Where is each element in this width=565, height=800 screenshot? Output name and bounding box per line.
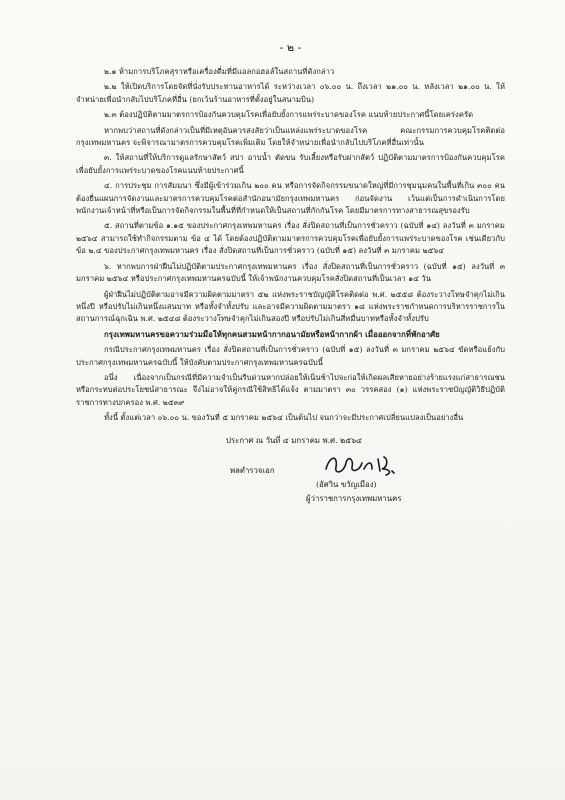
signer-title: ผู้ว่าราชการกรุงเทพมหานคร xyxy=(306,493,402,503)
paragraph-outbreak-note: หากพบว่าสถานที่ดังกล่าวเป็นที่มีเหตุอันควรสงสัยว่าเป็นแหล่งแพร่ระบาดของโรค คณะกรรมการควบคุมโรคติดต่อกรุงเทพมหานคร จะพิจารณามาตรการควบคุมโรคเพิ่มเติม โดยให้จำหน่ายเพื่อนำกลับไปบริโภคที่อื่นเท่านั้น xyxy=(76,125,505,148)
handwritten-signature xyxy=(322,449,402,479)
signer-rank: พลตำรวจเอก xyxy=(230,465,275,475)
paragraph-conflict-clause: กรณีประกาศกรุงเทพมหานคร เรื่อง สั่งปิดสถานที่เป็นการชั่วคราว (ฉบับที่ ๑๕) ลงวันที่ ๓ มกราคม ๒๕๖๔ ขัดหรือแย้งกับประกาศกรุงเทพมหานครฉบับนี้ ให้บังคับตามประกาศกรุงเทพมหานครฉบับนี้ xyxy=(76,345,505,367)
signature-block xyxy=(76,435,505,555)
paragraph-4: ๔. การประชุม การสัมมนา ซึ่งมีผู้เข้าร่วมเกิน ๒๐๐ คน หรือการจัดกิจกรรมขนาดใหญ่ที่มีการชุมนุมคนในพื้นที่เกิน ๓๐๐ คน ต้องยื่นแผนการจัดงานและมาตรการควบคุมโรคต่อสำนักอนามัยกรุงเทพมหานคร ก่อนจัดงาน เว้นแต่เป็นการดำเนินการโดยพนักงานเจ้าหน้าที่หรือเป็นการจัดกิจกรรมในพื้นที่ที่กำหนดให้เป็นสถานที่กักกันโรค โดยมีมาตรการทางสาธารณสุขรองรับ xyxy=(76,181,505,216)
document-body xyxy=(76,66,505,425)
paragraph-effective-date: ทั้งนี้ ตั้งแต่เวลา ๐๖.๐๐ น. ของวันที่ ๕ มกราคม ๒๕๖๔ เป็นต้นไป จนกว่าจะมีประกาศเปลี่ยนแปลงเป็นอย่างอื่น xyxy=(104,413,464,423)
paragraph-2-3: ๒.๓ ต้องปฏิบัติตามมาตรการป้องกันควบคุมโรคเพื่อยับยั้งการแพร่ระบาดของโรค แนบท้ายประกาศนี้โดยเคร่งครัด xyxy=(104,110,474,120)
paragraph-penalty: ผู้ฝ่าฝืนไม่ปฏิบัติตามอาจมีความผิดตามมาตรา ๕๒ แห่งพระราชบัญญัติโรคติดต่อ พ.ศ. ๒๕๕๘ ต้องระวางโทษจำคุกไม่เกินหนึ่งปี หรือปรับไม่เกินหนึ่งแสนบาท หรือทั้งจำทั้งปรับ และอาจมีความผิดตามมาตรา ๑๘ แห่งพระราชกำหนดการบริหารราชการในสถานการณ์ฉุกเฉิน พ.ศ. ๒๕๔๘ ต้องระวางโทษจำคุกไม่เกินสองปี หรือปรับไม่เกินสี่หมื่นบาทหรือทั้งจำทั้งปรับ xyxy=(76,289,505,324)
signer-name: (อัศวิน ขวัญเมือง) xyxy=(316,479,377,489)
paragraph-2-2: ๒.๒ ให้เปิดบริการโดยจัดที่นั่งรับประทานอาหารได้ ระหว่างเวลา ๐๖.๐๐ น. ถึงเวลา ๒๑.๐๐ น. หลังเวลา ๒๑.๐๐ น. ให้จำหน่ายเพื่อนำกลับไปบริโภคที่อื่น (ยกเว้นร้านอาหารที่ตั้งอยู่ในสนามบิน) xyxy=(76,82,505,104)
paragraph-5: ๕. สถานที่ตามข้อ ๑.๑๕ ของประกาศกรุงเทพมหานคร เรื่อง สั่งปิดสถานที่เป็นการชั่วคราว (ฉบับที่ ๑๔) ลงวันที่ ๓ มกราคม ๒๕๖๔ สามารถใช้ทำกิจกรรมตาม ข้อ ๔ ได้ โดยต้องปฏิบัติตามมาตรการควบคุมโรคเพื่อยับยั้งการแพร่ระบาดของโรค เช่นเดียวกับข้อ ๒.๔ ของประกาศกรุงเทพมหานคร เรื่อง สั่งปิดสถานที่เป็นการชั่วคราว (ฉบับที่ ๑๕) ลงวันที่ ๓ มกราคม ๒๕๖๔ xyxy=(76,221,505,256)
paragraph-2-1: ๒.๑ ห้ามการบริโภคสุราหรือเครื่องดื่มที่มีแอลกอฮอล์ในสถานที่ดังกล่าว xyxy=(104,67,335,76)
paragraph-mask-request: กรุงเทพมหานครขอความร่วมมือให้ทุกคนสวมหน้ากากอนามัยหรือหน้ากากผ้า เมื่อออกจากที่พักอาศัย xyxy=(104,329,440,339)
announcement-date: ประกาศ ณ วันที่ ๔ มกราคม พ.ศ. ๒๕๖๔ xyxy=(226,435,362,445)
paragraph-urgency: อนึ่ง เนื่องจากเป็นกรณีที่มีความจำเป็นรีบด่วนหากปล่อยให้เนิ่นช้าไปจะก่อให้เกิดผลเสียหายอย่างร้ายแรงแก่สาธารณชนหรือกระทบต่อประโยชน์สาธารณะ จึงไม่อาจให้คู่กรณีใช้สิทธิได้แจ้ง ตามมาตรา ๓๐ วรรคสอง (๑) แห่งพระราชบัญญัติวิธีปฏิบัติราชการทางปกครอง พ.ศ. ๒๕๓๙ xyxy=(76,372,505,407)
paragraph-6: ๖. หากพบการฝ่าฝืนไม่ปฏิบัติตามประกาศกรุงเทพมหานคร เรื่อง สั่งปิดสถานที่เป็นการชั่วคราว (ฉบับที่ ๑๕) ลงวันที่ ๓ มกราคม ๒๕๖๔ หรือประกาศกรุงเทพมหานครฉบับนี้ ให้เจ้าพนักงานควบคุมโรคสั่งปิดสถานที่เป็นเวลา ๑๔ วัน xyxy=(76,261,505,284)
paragraph-3: ๓. ให้สถานที่ให้บริการดูแลรักษาสัตว์ สปา อาบน้ำ ตัดขน รับเลี้ยงหรือรับฝากสัตว์ ปฏิบัติตามมาตรการป้องกันควบคุมโรคเพื่อยับยั้งการแพร่ระบาดของโรคแนบท้ายประกาศนี้ xyxy=(76,153,505,175)
page-number: - ๒ - xyxy=(279,41,302,54)
